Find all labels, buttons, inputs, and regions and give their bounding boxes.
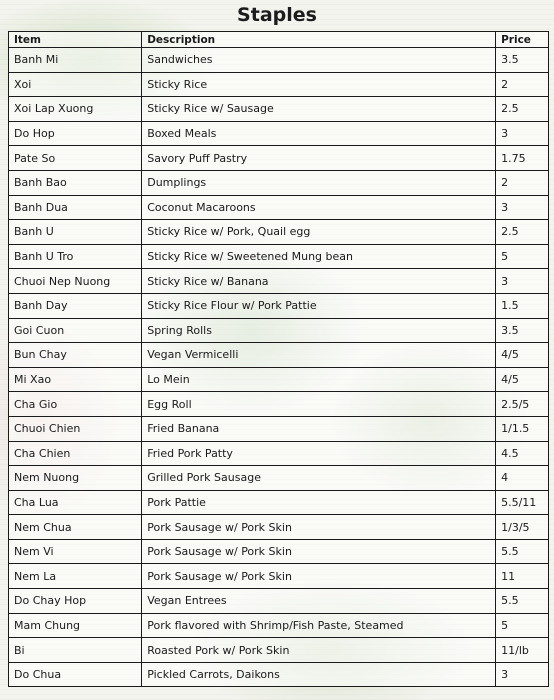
menu-item-description: Pork Sausage w/ Pork Skin [142, 515, 496, 540]
menu-item-description: Pork Sausage w/ Pork Skin [142, 539, 496, 564]
menu-item-price: 5 [496, 244, 549, 269]
menu-item-price: 4.5 [496, 441, 549, 466]
table-row [9, 72, 549, 97]
menu-item-description: Pickled Carrots, Daikons [142, 662, 496, 687]
menu-item-description: Fried Pork Patty [142, 441, 496, 466]
menu-item-price: 5.5/11 [496, 490, 549, 515]
menu-item-price: 3 [496, 195, 549, 220]
column-header-item: Item [9, 32, 142, 48]
menu-item-price: 3 [496, 121, 549, 146]
menu-item-name: Banh U [9, 220, 142, 245]
table-row [9, 539, 549, 564]
menu-item-description: Sticky Rice w/ Pork, Quail egg [142, 220, 496, 245]
menu-item-name: Do Chay Hop [9, 589, 142, 614]
menu-item-name: Banh U Tro [9, 244, 142, 269]
menu-item-description: Coconut Macaroons [142, 195, 496, 220]
menu-item-description: Sticky Rice [142, 72, 496, 97]
menu-item-name: Cha Chien [9, 441, 142, 466]
table-row [9, 343, 549, 368]
menu-item-name: Cha Gio [9, 392, 142, 417]
table-row [9, 121, 549, 146]
menu-item-description: Grilled Pork Sausage [142, 466, 496, 491]
table-row [9, 97, 549, 122]
menu-item-description: Roasted Pork w/ Pork Skin [142, 638, 496, 663]
menu-item-description: Boxed Meals [142, 121, 496, 146]
column-header-description: Description [142, 32, 496, 48]
menu-item-price: 2 [496, 170, 549, 195]
table-row [9, 48, 549, 73]
menu-item-description: Pork Sausage w/ Pork Skin [142, 564, 496, 589]
menu-item-description: Sticky Rice w/ Sweetened Mung bean [142, 244, 496, 269]
menu-item-price: 3 [496, 269, 549, 294]
menu-item-price: 1/3/5 [496, 515, 549, 540]
table-row [9, 662, 549, 687]
menu-item-name: Nem Vi [9, 539, 142, 564]
table-row [9, 564, 549, 589]
menu-item-price: 4 [496, 466, 549, 491]
menu-item-price: 4/5 [496, 367, 549, 392]
menu-item-price: 3.5 [496, 48, 549, 73]
menu-item-name: Mi Xao [9, 367, 142, 392]
menu-item-price: 2.5 [496, 220, 549, 245]
table-row [9, 466, 549, 491]
menu-item-description: Vegan Vermicelli [142, 343, 496, 368]
table-row [9, 269, 549, 294]
menu-item-name: Banh Bao [9, 170, 142, 195]
menu-item-name: Mam Chung [9, 613, 142, 638]
menu-item-description: Lo Mein [142, 367, 496, 392]
menu-item-name: Chuoi Nep Nuong [9, 269, 142, 294]
menu-item-name: Banh Mi [9, 48, 142, 73]
menu-item-description: Sandwiches [142, 48, 496, 73]
menu-item-description: Sticky Rice w/ Sausage [142, 97, 496, 122]
menu-item-price: 1/1.5 [496, 416, 549, 441]
table-row [9, 638, 549, 663]
menu-item-price: 4/5 [496, 343, 549, 368]
menu-item-name: Xoi [9, 72, 142, 97]
table-row [9, 416, 549, 441]
table-row [9, 367, 549, 392]
table-row [9, 392, 549, 417]
table-row [9, 613, 549, 638]
menu-item-description: Vegan Entrees [142, 589, 496, 614]
menu-item-description: Savory Puff Pastry [142, 146, 496, 171]
menu-item-name: Nem Chua [9, 515, 142, 540]
menu-item-price: 3.5 [496, 318, 549, 343]
menu-item-name: Goi Cuon [9, 318, 142, 343]
menu-item-price: 5.5 [496, 539, 549, 564]
menu-item-name: Banh Day [9, 293, 142, 318]
table-row [9, 515, 549, 540]
menu-item-description: Pork Pattie [142, 490, 496, 515]
menu-item-name: Do Chua [9, 662, 142, 687]
menu-item-price: 11 [496, 564, 549, 589]
menu-item-price: 2.5 [496, 97, 549, 122]
menu-item-price: 5.5 [496, 589, 549, 614]
table-header-row [9, 32, 549, 48]
table-row [9, 293, 549, 318]
menu-item-name: Chuoi Chien [9, 416, 142, 441]
menu-item-name: Cha Lua [9, 490, 142, 515]
table-row [9, 589, 549, 614]
menu-item-name: Nem Nuong [9, 466, 142, 491]
menu-item-name: Nem La [9, 564, 142, 589]
menu-item-name: Bun Chay [9, 343, 142, 368]
menu-item-description: Fried Banana [142, 416, 496, 441]
menu-item-price: 11/lb [496, 638, 549, 663]
table-row [9, 195, 549, 220]
menu-item-description: Spring Rolls [142, 318, 496, 343]
menu-table-body [9, 48, 549, 687]
menu-table [8, 31, 549, 687]
column-header-price: Price [496, 32, 549, 48]
menu-item-price: 5 [496, 613, 549, 638]
menu-item-name: Do Hop [9, 121, 142, 146]
table-row [9, 441, 549, 466]
menu-item-name: Xoi Lap Xuong [9, 97, 142, 122]
menu-item-price: 3 [496, 662, 549, 687]
menu-item-description: Pork flavored with Shrimp/Fish Paste, Steamed [142, 613, 496, 638]
page-title: Staples [237, 4, 317, 26]
menu-item-name: Pate So [9, 146, 142, 171]
table-row [9, 146, 549, 171]
menu-item-price: 2.5/5 [496, 392, 549, 417]
menu-item-name: Banh Dua [9, 195, 142, 220]
table-row [9, 170, 549, 195]
menu-item-name: Bi [9, 638, 142, 663]
menu-item-description: Sticky Rice w/ Banana [142, 269, 496, 294]
table-row [9, 244, 549, 269]
table-row [9, 220, 549, 245]
menu-item-price: 2 [496, 72, 549, 97]
table-row [9, 490, 549, 515]
menu-item-description: Dumplings [142, 170, 496, 195]
menu-item-price: 1.5 [496, 293, 549, 318]
menu-item-description: Egg Roll [142, 392, 496, 417]
menu-item-price: 1.75 [496, 146, 549, 171]
table-row [9, 318, 549, 343]
menu-item-description: Sticky Rice Flour w/ Pork Pattie [142, 293, 496, 318]
